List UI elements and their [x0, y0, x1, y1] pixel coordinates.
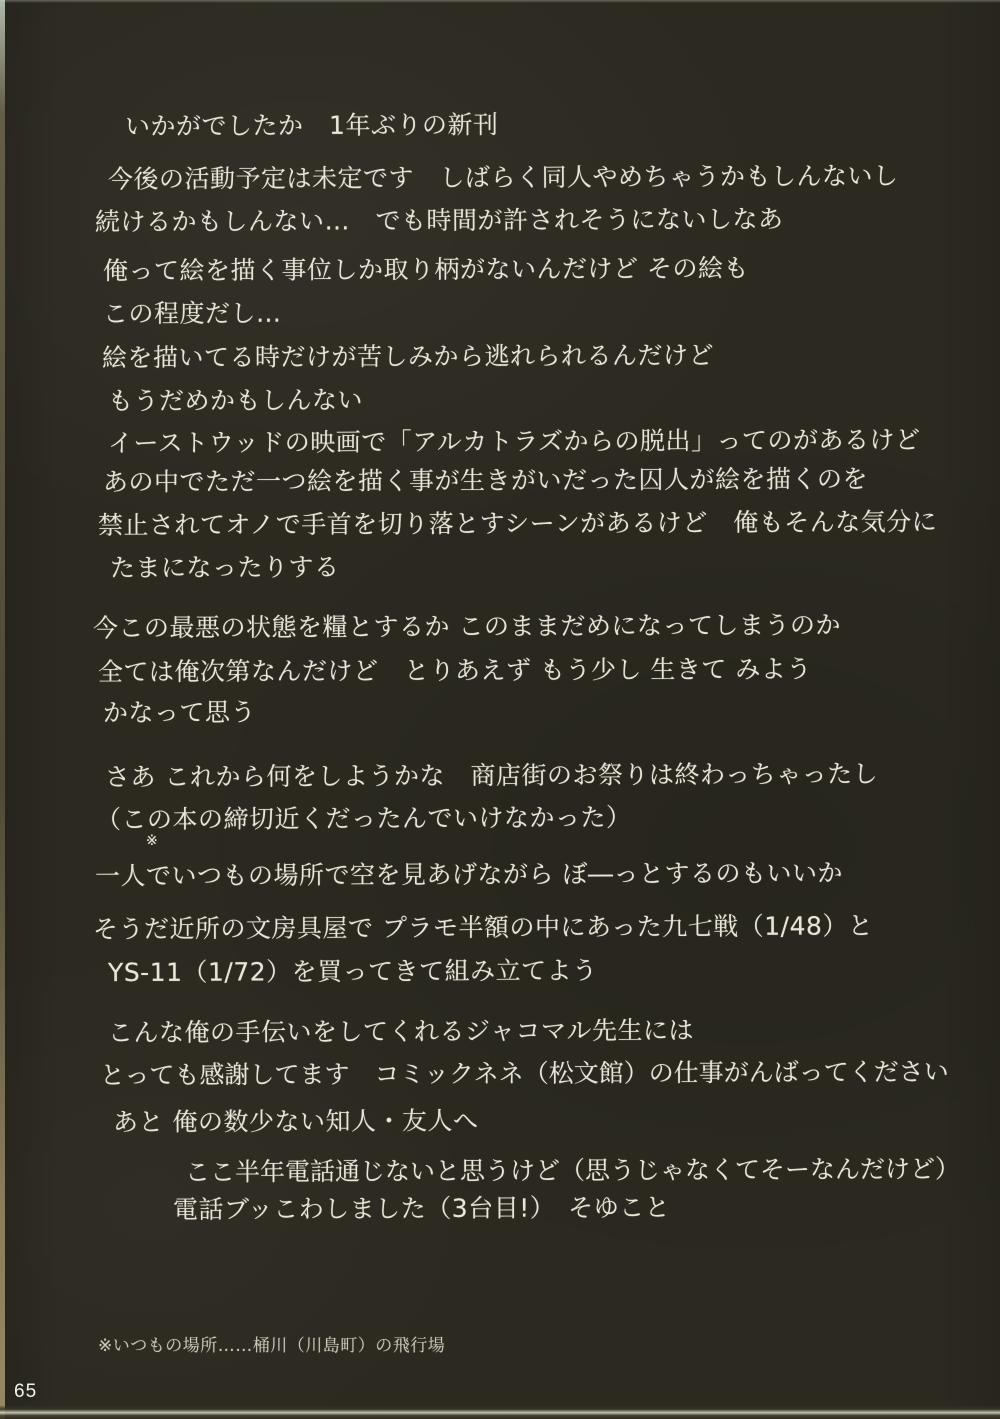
handwritten-line: とっても感謝してます コミックネネ（松文館）の仕事がんばってください — [99, 1057, 949, 1090]
scan-edge-bottom — [0, 1405, 1000, 1419]
handwritten-line: 電話ブッこわしました（3台目!） そゆこと — [172, 1192, 671, 1225]
handwritten-line: 禁止されてオノで手首を切り落とすシーンがあるけど 俺もそんな気分に — [97, 507, 938, 540]
handwritten-line: 今後の活動予定は未定です しばらく同人やめちゃうかもしんないし — [107, 161, 899, 194]
handwritten-line: たまになったりする — [109, 552, 340, 583]
handwritten-line: かなって思う — [102, 697, 257, 728]
handwritten-line: 俺って絵を描く事位しか取り柄がないんだけど その絵も — [102, 253, 750, 286]
handwritten-line: この程度だし… — [102, 298, 282, 329]
handwritten-line: （この本の締切近くだったんでいけなかった） — [95, 802, 632, 835]
handwritten-line: 続けるかもしんない… でも時間が許されそうにないしなあ — [94, 204, 784, 237]
footnote: ※いつもの場所……桶川（川島町）の飛行場 — [98, 1336, 446, 1356]
handwritten-line: イーストウッドの映画で「アルカトラズからの脱出」ってのがあるけど — [107, 425, 921, 458]
handwritten-line: YS-11（1/72）を買ってきて組み立てよう — [107, 955, 598, 988]
scan-edge-top — [0, 0, 1000, 3]
handwritten-line: こんな俺の手伝いをしてくれるジャコマル先生には — [107, 1015, 695, 1048]
handwritten-line: もうだめかもしんない — [107, 385, 364, 416]
handwritten-line: 絵を描いてる時だけが苦しみから逃れられるんだけど — [101, 340, 715, 373]
scan-edge-left — [0, 0, 5, 1419]
handwritten-line: 一人でいつもの場所で空を見あげながら ぼ―っとするのもいいか — [94, 858, 844, 891]
handwritten-line: いかがでしたか 1年ぶりの新刊 — [124, 110, 499, 141]
handwritten-line: さあ これから何をしようかな 商店街のお祭りは終わっちゃったし — [104, 759, 879, 792]
page-number: 65 — [14, 1381, 38, 1402]
handwritten-line: 全ては俺次第なんだけど とりあえず もう少し 生きて みよう — [97, 654, 812, 687]
handwritten-line: ここ半年電話通じないと思うけど（思うじゃなくてそーなんだけど） — [184, 1154, 961, 1187]
handwritten-line: そうだ近所の文房具屋で プラモ半額の中にあった九七戦（1/48）と — [92, 911, 874, 944]
reference-asterisk: ※ — [146, 833, 158, 849]
handwritten-line: 今この最悪の状態を糧とするか このままだめになってしまうのか — [92, 610, 842, 643]
handwritten-line: あと 俺の数少ない知人・友人へ — [112, 1106, 479, 1137]
handwritten-line: あの中でただ一つ絵を描く事が生きがいだった囚人が絵を描くのを — [102, 464, 869, 497]
